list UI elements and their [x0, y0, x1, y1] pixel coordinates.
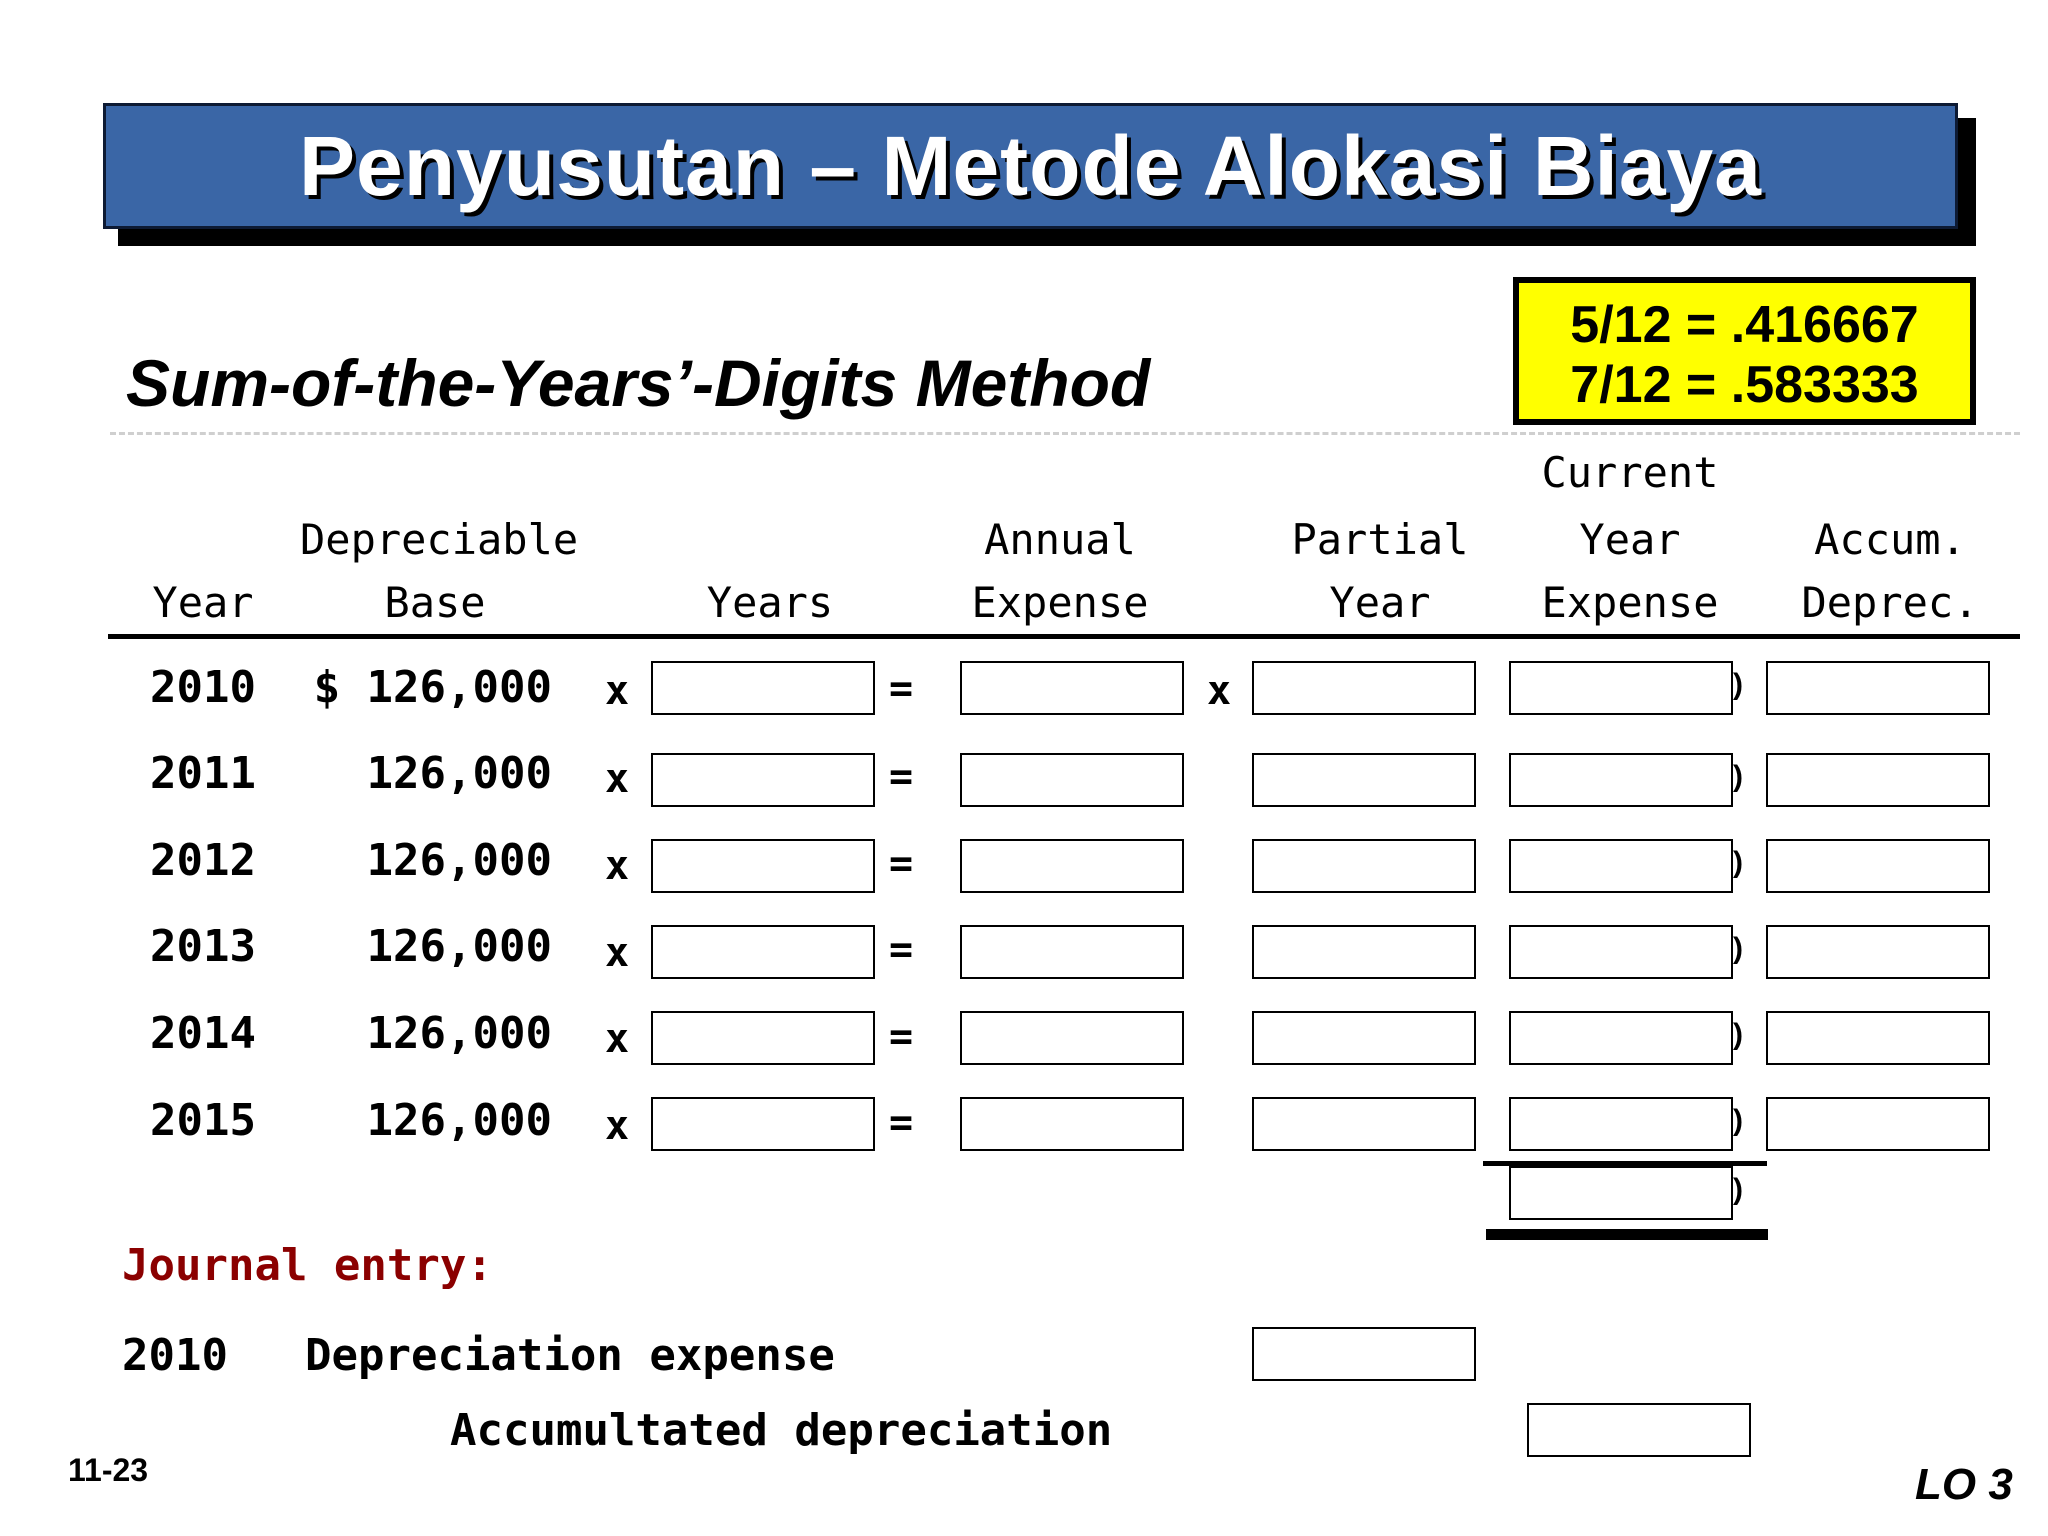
current-expense-box-2012[interactable] [1509, 839, 1733, 893]
partial-year-box-2013[interactable] [1252, 925, 1476, 979]
header-expense-line2: Expense [971, 578, 1149, 627]
title-bar [103, 103, 1958, 229]
header-depreciable-line1: Depreciable [300, 515, 579, 564]
tick-mark: ) [1733, 1173, 1743, 1206]
equals-operator: = [889, 927, 914, 973]
row-base-2013: 126,000 [366, 921, 552, 972]
times-operator: x [605, 1016, 630, 1062]
equals-operator: = [889, 1100, 914, 1146]
row-base-2011: 126,000 [366, 748, 552, 799]
equals-operator: = [889, 666, 914, 712]
row-base-2010: $ 126,000 [313, 662, 552, 713]
journal-debit-box[interactable] [1252, 1327, 1476, 1381]
row-base-2015: 126,000 [366, 1095, 552, 1146]
partial-year-box-2014[interactable] [1252, 1011, 1476, 1065]
row-year-2012: 2012 [150, 835, 256, 886]
tick-mark: ) [1733, 1104, 1743, 1137]
current-expense-box-2013[interactable] [1509, 925, 1733, 979]
header-current-line1: Current [1541, 448, 1719, 497]
header-current-expense-line3: Expense [1541, 578, 1719, 627]
header-partial-line1: Partial [1291, 515, 1469, 564]
header-year: Year [152, 578, 254, 627]
tick-mark: ) [1733, 932, 1743, 965]
times-operator: x [605, 930, 630, 976]
slide-title: Penyusutan – Metode Alokasi Biaya [298, 118, 1762, 213]
accum-deprec-box-2014[interactable] [1766, 1011, 1990, 1065]
header-deprec-line2: Deprec. [1801, 578, 1979, 627]
times-operator: x [605, 843, 630, 889]
journal-entry-label: Journal entry: [122, 1240, 493, 1291]
annual-expense-box-2012[interactable] [960, 839, 1184, 893]
header-accum-line1: Accum. [1814, 515, 1966, 564]
accum-deprec-box-2015[interactable] [1766, 1097, 1990, 1151]
annual-expense-box-2015[interactable] [960, 1097, 1184, 1151]
header-years: Years [706, 578, 834, 627]
annual-expense-box-2011[interactable] [960, 753, 1184, 807]
partial-year-box-2012[interactable] [1252, 839, 1476, 893]
years-fraction-box-2015[interactable] [651, 1097, 875, 1151]
journal-year: 2010 [122, 1330, 228, 1381]
accum-deprec-box-2010[interactable] [1766, 661, 1990, 715]
times-operator: x [605, 756, 630, 802]
formula-line-2: 7/12 = .583333 [1570, 356, 1919, 414]
years-fraction-box-2014[interactable] [651, 1011, 875, 1065]
header-partial-year-line2: Year [1329, 578, 1431, 627]
current-expense-total-box[interactable] [1509, 1166, 1733, 1220]
total-double-rule [1486, 1229, 1768, 1240]
journal-debit-account: Depreciation expense [305, 1330, 835, 1381]
header-annual-line1: Annual [984, 515, 1136, 564]
partial-year-box-2011[interactable] [1252, 753, 1476, 807]
times-operator-partial: x [1207, 668, 1232, 714]
row-year-2015: 2015 [150, 1095, 256, 1146]
years-fraction-box-2011[interactable] [651, 753, 875, 807]
years-fraction-box-2010[interactable] [651, 661, 875, 715]
slide-number: 11-23 [68, 1452, 149, 1488]
row-year-2013: 2013 [150, 921, 256, 972]
current-expense-box-2014[interactable] [1509, 1011, 1733, 1065]
years-fraction-box-2013[interactable] [651, 925, 875, 979]
years-fraction-box-2012[interactable] [651, 839, 875, 893]
current-expense-box-2010[interactable] [1509, 661, 1733, 715]
times-operator: x [605, 668, 630, 714]
partial-year-box-2015[interactable] [1252, 1097, 1476, 1151]
fraction-formula-box [1513, 277, 1976, 425]
row-year-2014: 2014 [150, 1008, 256, 1059]
current-expense-box-2015[interactable] [1509, 1097, 1733, 1151]
row-year-2010: 2010 [150, 662, 256, 713]
current-expense-box-2011[interactable] [1509, 753, 1733, 807]
row-base-2014: 126,000 [366, 1008, 552, 1059]
journal-credit-account: Accumultated depreciation [450, 1405, 1113, 1456]
accum-deprec-box-2013[interactable] [1766, 925, 1990, 979]
times-operator: x [605, 1103, 630, 1149]
accum-deprec-box-2012[interactable] [1766, 839, 1990, 893]
tick-mark: ) [1733, 760, 1743, 793]
tick-mark: ) [1733, 668, 1743, 701]
formula-line-1: 5/12 = .416667 [1570, 296, 1919, 354]
equals-operator: = [889, 1014, 914, 1060]
equals-operator: = [889, 754, 914, 800]
accum-deprec-box-2011[interactable] [1766, 753, 1990, 807]
learning-objective-label: LO 3 [1915, 1460, 2013, 1509]
header-base-line2: Base [384, 578, 486, 627]
tick-mark: ) [1733, 846, 1743, 879]
row-base-2012: 126,000 [366, 835, 552, 886]
annual-expense-box-2013[interactable] [960, 925, 1184, 979]
header-rule [108, 634, 2020, 639]
row-year-2011: 2011 [150, 748, 256, 799]
dashed-divider [110, 432, 2020, 435]
annual-expense-box-2014[interactable] [960, 1011, 1184, 1065]
tick-mark: ) [1733, 1018, 1743, 1051]
equals-operator: = [889, 841, 914, 887]
method-title: Sum-of-the-Years’-Digits Method [126, 346, 1151, 420]
annual-expense-box-2010[interactable] [960, 661, 1184, 715]
partial-year-box-2010[interactable] [1252, 661, 1476, 715]
header-current-year-line2: Year [1579, 515, 1681, 564]
journal-credit-box[interactable] [1527, 1403, 1751, 1457]
